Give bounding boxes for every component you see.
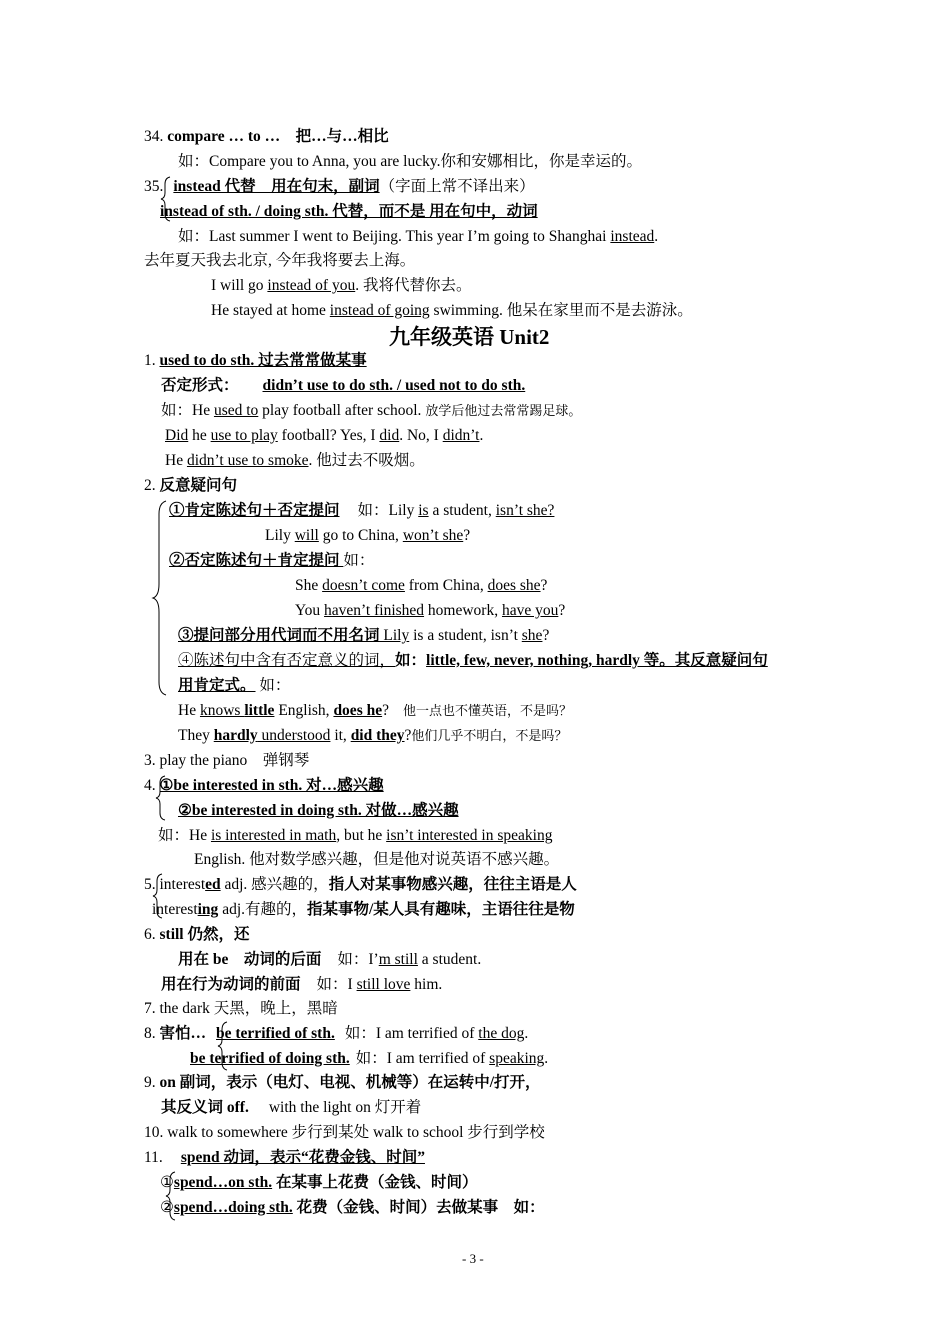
unit2-item-1-example-1: 如：He used to play football after school. 放学后他过去常常踢足球。 <box>161 402 582 419</box>
unit2-item-2-rule-1-example: Lily will go to China, won’t she? <box>265 527 471 544</box>
unit2-item-7: 7. the dark 天黑，晚上，黑暗 <box>144 1000 338 1017</box>
unit2-item-11-line2: ②spend…doing sth. 花费（金钱、时间）去做某事 如： <box>160 1199 545 1216</box>
unit2-item-4-example: 如：He is interested in math, but he isn’t interested in speaking <box>158 827 553 844</box>
unit2-item-1-example-3: He didn’t use to smoke. 他过去不吸烟。 <box>165 452 425 469</box>
item-35-example-1-translation: 去年夏天我去北京, 今年我将要去上海。 <box>144 252 416 269</box>
item-35-line2: instead of sth. / doing sth. 代替，而不是 用在句中，动词 <box>160 203 538 220</box>
unit2-item-2-rule-2-example-2: You haven’t finished homework, have you? <box>295 602 566 619</box>
unit2-item-3: 3. play the piano 弹钢琴 <box>144 752 310 769</box>
brace-2-icon <box>152 500 168 696</box>
unit2-item-2-rule-2-example-1: She doesn’t come from China, does she? <box>295 577 548 594</box>
item-34-example: 如：Compare you to Anna, you are lucky.你和安娜相比，你是幸运的。 <box>178 153 642 170</box>
unit2-item-8-line1: 8. 害怕… be terrified of sth. 如：I am terrified of the dog. <box>144 1025 529 1042</box>
unit2-item-6-rule-2: 用在行为动词的前面 如：I still love him. <box>161 976 443 993</box>
unit2-item-1-example-2: Did he use to play football? Yes, I did. No, I didn’t. <box>165 427 484 444</box>
page-title: 九年级英语 Unit2 <box>389 325 550 349</box>
item-34: 34. compare … to … 把…与…相比 <box>144 128 389 145</box>
unit2-item-1-negative: 否定形式： didn’t use to do sth. / used not to do sth. <box>161 377 526 394</box>
unit2-item-4-line2: ②be interested in doing sth. 对做…感兴趣 <box>178 802 459 819</box>
unit2-item-9-line1: 9. on 副词，表示（电灯、电视、机械等）在运转中/打开， <box>144 1074 541 1091</box>
unit2-item-5-line2: interesting adj.有趣的，指某事物/某人具有趣味，主语往往是物 <box>152 901 575 918</box>
unit2-item-2: 2. 反意疑问句 <box>144 477 238 494</box>
unit2-item-9-line2: 其反义词 off. with the light on 灯开着 <box>161 1099 422 1116</box>
unit2-item-4-line1: 4. ①be interested in sth. 对…感兴趣 <box>144 777 384 794</box>
unit2-item-11: 11. spend 动词，表示“花费金钱、时间” <box>144 1149 425 1166</box>
item-35-line1: 35. instead 代替 用在句末，副词（字面上常不译出来） <box>144 178 535 195</box>
unit2-item-2-rule-3: ③提问部分用代词而不用名词 Lily is a student, isn’t she? <box>178 627 550 644</box>
unit2-item-2-rule-2: ②否定陈述句＋肯定提问 如： <box>169 552 375 569</box>
unit2-item-6: 6. still 仍然，还 <box>144 926 250 943</box>
item-35-example-3: He stayed at home instead of going swimming. 他呆在家里而不是去游泳。 <box>211 302 693 319</box>
unit2-item-2-rule-4: ④陈述句中含有否定意义的词，如：little, few, never, nothing, hardly 等。其反意疑问句 <box>178 652 768 669</box>
unit2-item-6-rule-1: 用在 be 动词的后面 如：I’m still a student. <box>178 951 482 968</box>
unit2-item-2-example-2: They hardly understood it, did they?他们几乎不明白，不是吗？ <box>178 727 568 744</box>
unit2-item-8-line2: be terrified of doing sth. 如：I am terrified of speaking. <box>190 1050 549 1067</box>
item-35-example-1: 如：Last summer I went to Beijing. This year I’m going to Shanghai instead. <box>178 228 659 245</box>
unit2-item-5-line1: 5. interested adj. 感兴趣的，指人对某事物感兴趣，往往主语是人 <box>144 876 577 893</box>
item-35-example-2: I will go instead of you. 我将代替你去。 <box>211 277 472 294</box>
unit2-item-2-rule-4-cont: 用肯定式。 如： <box>178 677 291 694</box>
unit2-item-11-line1: ①spend…on sth. 在某事上花费（金钱、时间） <box>160 1174 478 1191</box>
unit2-item-4-example-cont: English. 他对数学感兴趣，但是他对说英语不感兴趣。 <box>194 851 560 868</box>
unit2-item-2-rule-1: ①肯定陈述句＋否定提问 如：Lily is a student, isn’t she? <box>169 502 555 519</box>
unit2-item-1: 1. used to do sth. 过去常常做某事 <box>144 352 367 369</box>
unit2-item-2-example-1: He knows little English, does he? 他一点也不懂英语，不是吗？ <box>178 702 573 719</box>
page-number: - 3 - <box>462 1251 484 1266</box>
unit2-item-10: 10. walk to somewhere 步行到某处 walk to school 步行到学校 <box>144 1124 545 1141</box>
